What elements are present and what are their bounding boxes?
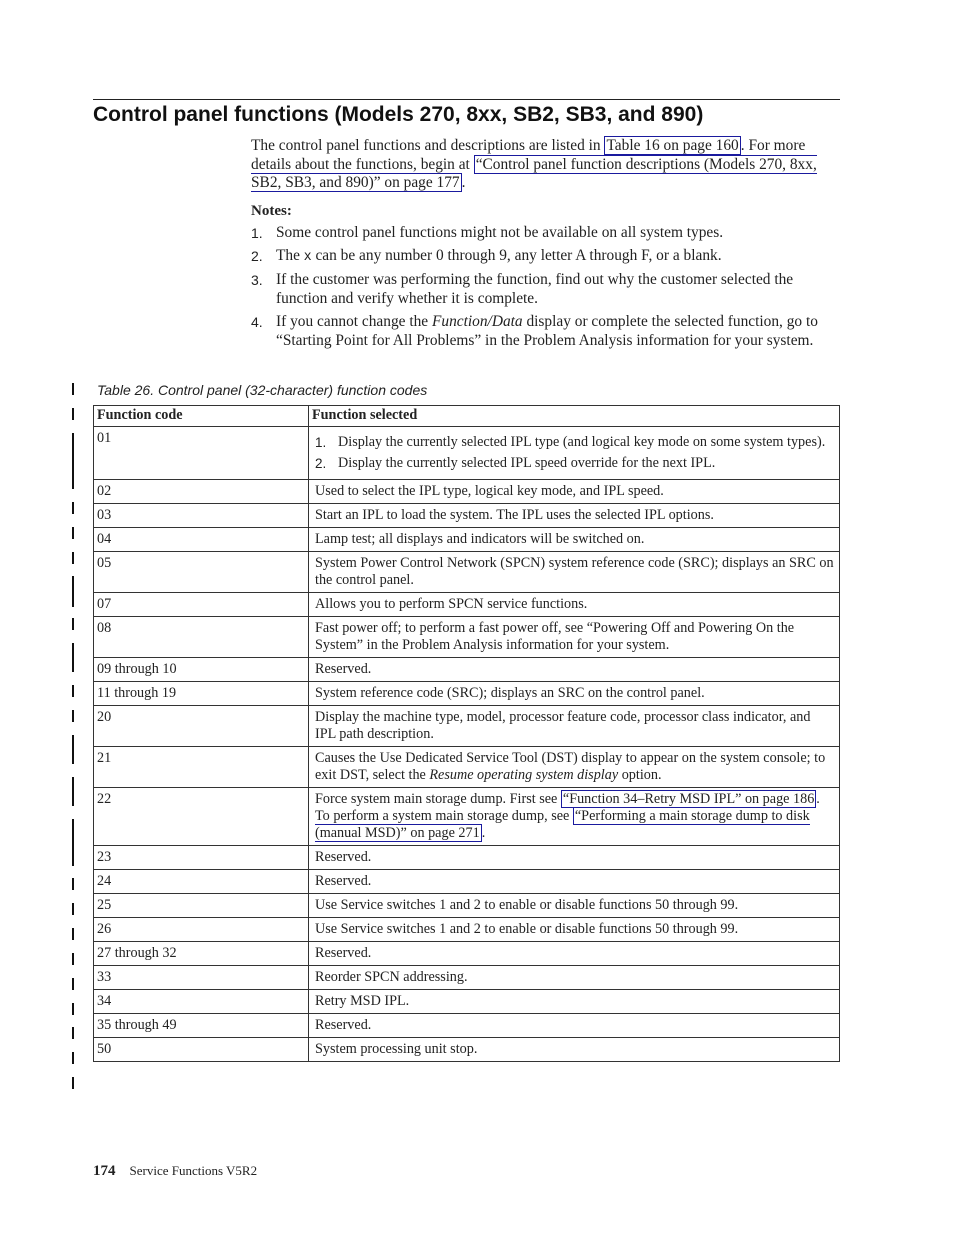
- change-bar: [72, 878, 74, 890]
- change-bar: [72, 903, 74, 915]
- function-code-cell: 22: [94, 788, 309, 846]
- function-code-cell: 25: [94, 894, 309, 918]
- function-selected-cell: Reserved.: [309, 846, 840, 870]
- link-function-34[interactable]: “Function 34–Retry MSD IPL” on page 186: [562, 791, 815, 807]
- table-row: [94, 788, 840, 846]
- cell-text-part: .: [481, 825, 486, 841]
- sub-item-number: 2.: [315, 456, 327, 471]
- table-row: [94, 942, 840, 966]
- function-selected-cell: [309, 747, 840, 788]
- change-bar: [72, 576, 74, 607]
- table-row: [94, 528, 840, 552]
- note-item: [251, 313, 836, 350]
- change-bar: [72, 502, 74, 514]
- note-number: 2.: [251, 248, 263, 265]
- change-bar: [72, 710, 74, 722]
- heading-rule: [93, 99, 840, 100]
- table-row: [94, 870, 840, 894]
- change-bar: [72, 618, 74, 630]
- note-italic: Function/Data: [431, 312, 523, 330]
- change-bar: [72, 685, 74, 697]
- function-code-cell: 34: [94, 990, 309, 1014]
- cell-text-part: Force system main storage dump. First see: [315, 791, 561, 807]
- link-table-16[interactable]: Table 16 on page 160: [606, 137, 739, 154]
- intro-paragraph: [251, 137, 836, 193]
- function-sub-list: [315, 434, 835, 472]
- change-bar: [72, 408, 74, 420]
- table-row: [94, 427, 840, 480]
- function-selected-cell: Reserved.: [309, 942, 840, 966]
- change-bar: [72, 383, 74, 395]
- table-row: [94, 1038, 840, 1062]
- change-bar: [72, 1052, 74, 1064]
- table-row: [94, 593, 840, 617]
- note-item: [251, 247, 836, 267]
- link-main-storage-dump[interactable]: “Performing a main storage dump to disk (manual MSD)” on page 271: [315, 808, 810, 841]
- note-text-part: display or complete the selected function, go to “Starting Point for All Problems” in the Problem Analysis information for your system.: [276, 312, 818, 349]
- change-bar: [72, 527, 74, 539]
- function-sub-item: [315, 455, 835, 472]
- function-code-cell: 11 through 19: [94, 682, 309, 706]
- change-bar: [72, 928, 74, 940]
- cell-text-part: Causes the Use Dedicated Service Tool (DST) display to appear on the system console; to exit DST, select the: [315, 750, 826, 783]
- change-bar: [72, 1027, 74, 1039]
- function-code-cell: 50: [94, 1038, 309, 1062]
- function-selected-cell: Use Service switches 1 and 2 to enable or disable functions 50 through 99.: [309, 894, 840, 918]
- note-code: x: [303, 249, 312, 265]
- function-selected-cell: Retry MSD IPL.: [309, 990, 840, 1014]
- book-title: Service Functions V5R2: [129, 1163, 258, 1178]
- change-bar: [72, 953, 74, 965]
- body-text: [251, 137, 836, 355]
- function-sub-item: [315, 434, 835, 451]
- function-code-cell: 02: [94, 480, 309, 504]
- function-selected-cell: Allows you to perform SPCN service functions.: [309, 593, 840, 617]
- cell-text-part: . To perform a system main storage dump, see: [315, 791, 820, 824]
- function-code-cell: 04: [94, 528, 309, 552]
- function-code-cell: 09 through 10: [94, 658, 309, 682]
- note-item: [251, 271, 836, 308]
- function-code-cell: 05: [94, 552, 309, 593]
- table-row: [94, 682, 840, 706]
- change-bar: [72, 735, 74, 764]
- function-selected-cell: Lamp test; all displays and indicators will be switched on.: [309, 528, 840, 552]
- function-selected-cell: Start an IPL to load the system. The IPL uses the selected IPL options.: [309, 504, 840, 528]
- function-selected-cell: Reorder SPCN addressing.: [309, 966, 840, 990]
- note-text-part: If you cannot change the: [276, 312, 432, 330]
- change-bar: [72, 643, 74, 672]
- table-row: [94, 918, 840, 942]
- note-text: Some control panel functions might not be available on all system types.: [276, 224, 724, 242]
- cell-italic-option: Resume operating system display: [429, 767, 619, 783]
- table-row: [94, 846, 840, 870]
- note-text-part: The: [276, 247, 304, 265]
- page-heading: Control panel functions (Models 270, 8xx, SB2, SB3, and 890): [93, 103, 704, 126]
- function-codes-table: [93, 405, 840, 1062]
- function-code-cell: 27 through 32: [94, 942, 309, 966]
- change-bar: [72, 552, 74, 564]
- function-selected-cell: System processing unit stop.: [309, 1038, 840, 1062]
- table-caption: Table 26. Control panel (32-character) function codes: [97, 382, 428, 398]
- table-row: [94, 617, 840, 658]
- function-selected-cell: Reserved.: [309, 1014, 840, 1038]
- function-code-cell: 33: [94, 966, 309, 990]
- table-row: [94, 552, 840, 593]
- note-number: 1.: [251, 225, 263, 242]
- function-selected-cell: Reserved.: [309, 870, 840, 894]
- change-bar: [72, 1003, 74, 1015]
- change-bar: [72, 433, 74, 489]
- link-function-descriptions[interactable]: “Control panel function descriptions (Models 270, 8xx, SB2, SB3, and 890)” on page 177: [251, 155, 817, 192]
- intro-text-1: The control panel functions and descriptions are listed in: [251, 137, 605, 154]
- notes-heading: Notes:: [251, 202, 292, 219]
- function-selected-cell: [309, 427, 840, 480]
- function-selected-cell: Reserved.: [309, 658, 840, 682]
- function-code-cell: 08: [94, 617, 309, 658]
- function-code-cell: 21: [94, 747, 309, 788]
- note-item: [251, 224, 836, 243]
- function-code-cell: 20: [94, 706, 309, 747]
- column-header-function-selected: Function selected: [309, 406, 840, 427]
- cell-text-part: option.: [618, 767, 662, 783]
- table-row: [94, 504, 840, 528]
- table-row: [94, 706, 840, 747]
- table-row: [94, 480, 840, 504]
- change-bar: [72, 1077, 74, 1089]
- change-bar: [72, 819, 74, 866]
- notes-list: [251, 224, 836, 350]
- sub-item-number: 1.: [315, 435, 327, 450]
- function-code-cell: 07: [94, 593, 309, 617]
- function-selected-cell: Fast power off; to perform a fast power off, see “Powering Off and Powering On the System” in the Problem Analysis information for your system.: [309, 617, 840, 658]
- function-code-cell: 01: [94, 427, 309, 480]
- table-row: [94, 966, 840, 990]
- note-text: [276, 247, 836, 267]
- intro-text-2: . For more details about the functions, begin at: [251, 137, 806, 173]
- table-row: [94, 1014, 840, 1038]
- table-header-row: [94, 406, 840, 427]
- table-row: [94, 658, 840, 682]
- table-row: [94, 894, 840, 918]
- function-code-cell: 24: [94, 870, 309, 894]
- note-text: If the customer was performing the function, find out why the customer selected the function and verify whether it is complete.: [276, 271, 794, 307]
- change-bar: [72, 978, 74, 990]
- table-row: [94, 990, 840, 1014]
- table-row: [94, 747, 840, 788]
- sub-item-text: Display the currently selected IPL speed override for the next IPL.: [338, 455, 716, 471]
- function-selected-cell: Used to select the IPL type, logical key mode, and IPL speed.: [309, 480, 840, 504]
- function-selected-cell: Display the machine type, model, processor feature code, processor class indicator, and IPL path description.: [309, 706, 840, 747]
- function-code-cell: 35 through 49: [94, 1014, 309, 1038]
- page-footer: [93, 1163, 257, 1180]
- column-header-function-code: Function code: [94, 406, 309, 427]
- change-bars: [72, 0, 80, 1235]
- intro-text-3: .: [461, 174, 466, 192]
- function-code-cell: 23: [94, 846, 309, 870]
- note-number: 3.: [251, 272, 263, 289]
- note-text: [276, 313, 836, 350]
- note-number: 4.: [251, 313, 263, 330]
- function-selected-cell: [309, 788, 840, 846]
- note-text-part: can be any number 0 through 9, any letter A through F, or a blank.: [311, 247, 722, 265]
- function-code-cell: 26: [94, 918, 309, 942]
- change-bar: [72, 777, 74, 806]
- function-selected-cell: System Power Control Network (SPCN) system reference code (SRC); displays an SRC on the control panel.: [309, 552, 840, 593]
- function-selected-cell: Use Service switches 1 and 2 to enable or disable functions 50 through 99.: [309, 918, 840, 942]
- page-number: 174: [93, 1163, 116, 1179]
- sub-item-text: Display the currently selected IPL type (and logical key mode on some system types).: [338, 434, 826, 450]
- function-selected-cell: System reference code (SRC); displays an SRC on the control panel.: [309, 682, 840, 706]
- function-code-cell: 03: [94, 504, 309, 528]
